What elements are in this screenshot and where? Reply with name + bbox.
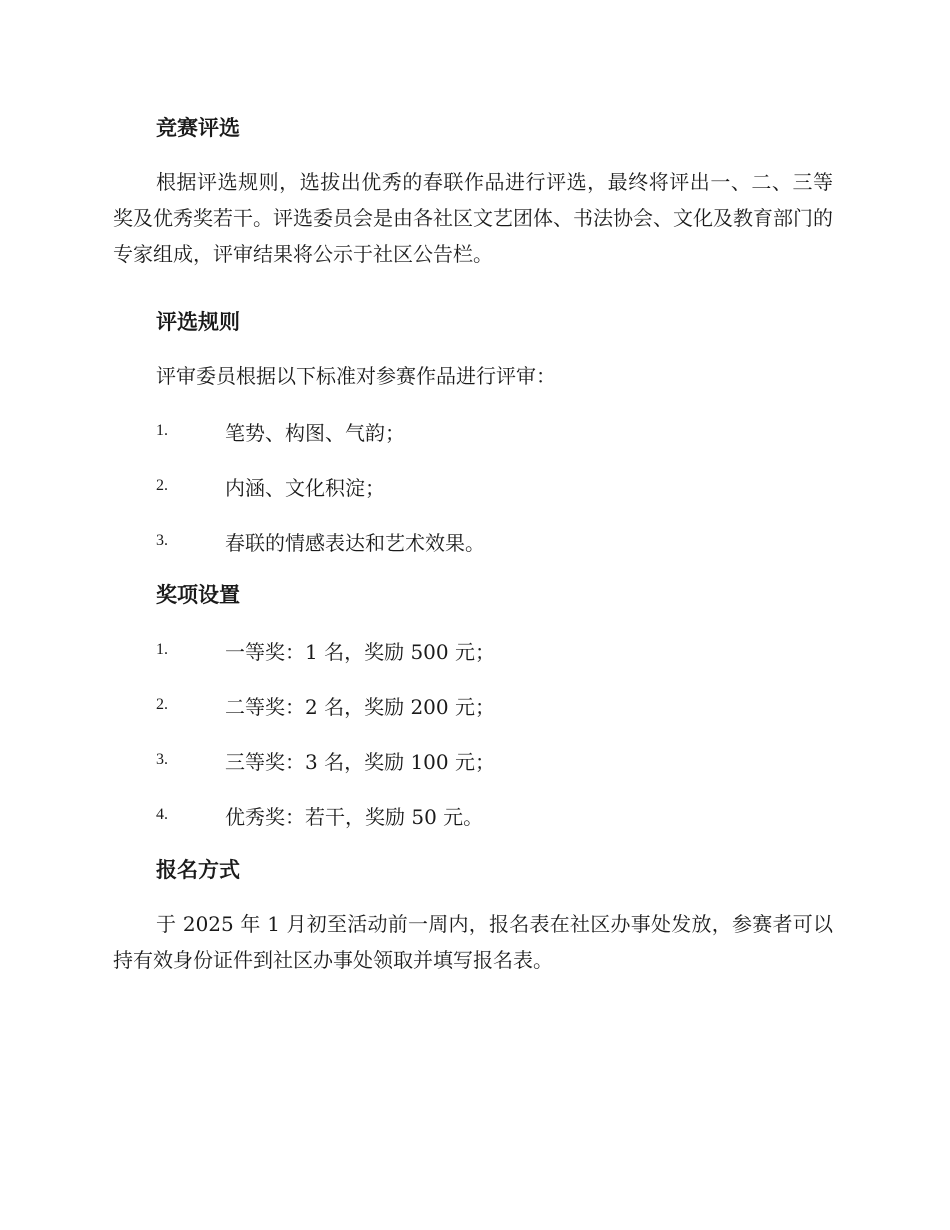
rules-list-item: [156, 416, 405, 446]
list-number: 1.: [156, 422, 168, 439]
judging-paragraph: 根据评选规则，选拔出优秀的春联作品进行评选，最终将评出一、二、三等奖及优秀奖若干。评选委员会是由各社区文艺团体、书法协会、文化及教育部门的专家组成，评审结果将公示于社区公告栏。: [113, 170, 833, 266]
section-heading-rules: 评选规则: [156, 310, 240, 334]
list-number: 3.: [156, 751, 168, 768]
list-text: 春联的情感表达和艺术效果。: [225, 530, 485, 555]
awards-list-item: [156, 745, 495, 775]
section-heading-registration: 报名方式: [156, 858, 240, 882]
list-text: 优秀奖：若干，奖励 50 元。: [225, 804, 484, 829]
section-heading-judging: 竞赛评选: [156, 116, 240, 140]
list-number: 3.: [156, 532, 168, 549]
awards-list-item: [156, 800, 483, 830]
awards-list-item: [156, 635, 495, 665]
section-heading-awards: 奖项设置: [156, 583, 240, 607]
list-number: 1.: [156, 641, 168, 658]
list-number: 4.: [156, 806, 168, 823]
awards-list-item: [156, 690, 495, 720]
list-text: 三等奖：3 名，奖励 100 元；: [225, 749, 495, 774]
list-text: 内涵、文化积淀；: [225, 475, 385, 500]
list-text: 一等奖：1 名，奖励 500 元；: [225, 639, 495, 664]
rules-list-item: [156, 471, 385, 501]
list-number: 2.: [156, 477, 168, 494]
list-text: 二等奖：2 名，奖励 200 元；: [225, 694, 495, 719]
rules-intro: 评审委员根据以下标准对参赛作品进行评审：: [156, 364, 556, 388]
registration-paragraph: 于 2025 年 1 月初至活动前一周内，报名表在社区办事处发放，参赛者可以持有效身份证件到社区办事处领取并填写报名表。: [113, 912, 833, 972]
list-text: 笔势、构图、气韵；: [225, 420, 405, 445]
list-number: 2.: [156, 696, 168, 713]
rules-list-item: [156, 526, 485, 556]
